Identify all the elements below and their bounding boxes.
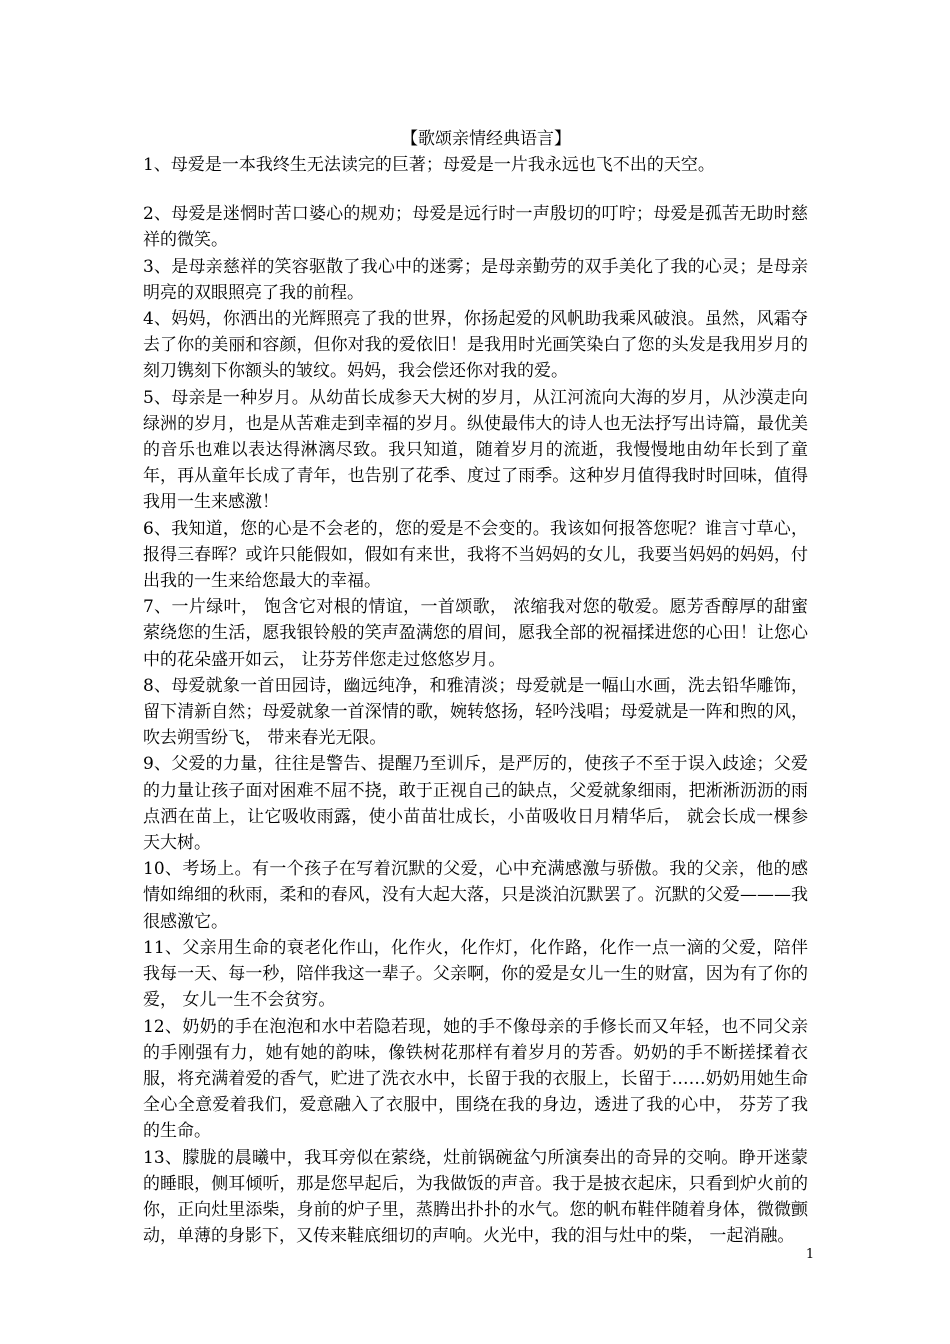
paragraph-11: 11、父亲用生命的衰老化作山，化作火，化作灯，化作路，化作一点一滴的父爱，陪伴我每一天、每一秒，陪伴我这一辈子。父亲啊，你的爱是女儿一生的财富，因为有了你的爱， 女儿一生不会贫穷。 bbox=[143, 937, 808, 1011]
document-title: 【歌颂亲情经典语言】 bbox=[401, 129, 571, 149]
paragraph-2: 2、母爱是迷惘时苦口婆心的规劝；母爱是远行时一声殷切的叮咛；母爱是孤苦无助时慈祥的微笑。 bbox=[143, 204, 808, 251]
paragraph-13: 13、朦胧的晨曦中，我耳旁似在萦绕，灶前锅碗盆勺所演奏出的奇异的交响。睁开迷蒙的睡眼，侧耳倾听，那是您早起后，为我做饭的声音。我于是披衣起床，只看到炉火前的你，正向灶里添柴，身前的炉子里，蒸腾出扑扑的水气。您的帆布鞋伴随着身体，微微颤动，单薄的身影下，又传来鞋底细切的声响。火光中，我的泪与灶中的柴， 一起消融。 bbox=[143, 1147, 808, 1247]
paragraph-12: 12、奶奶的手在泡泡和水中若隐若现，她的手不像母亲的手修长而又年轻，也不同父亲的手刚强有力，她有她的韵味，像铁树花那样有着岁月的芳香。奶奶的手不断搓揉着衣服，将充满着爱的香气，贮进了洗衣水中，长留于我的衣服上，长留于……奶奶用她生命全心全意爱着我们，爱意融入了衣服中，围绕在我的身边，透进了我的心中， 芬芳了我的生命。 bbox=[143, 1016, 808, 1142]
paragraph-4: 4、妈妈，你洒出的光辉照亮了我的世界，你扬起爱的风帆助我乘风破浪。虽然，风霜夺去了你的美丽和容颜，但你对我的爱依旧！是我用时光画笑染白了您的头发是我用岁月的刻刀镌刻下你额头的皱纹。妈妈，我会偿还你对我的爱。 bbox=[143, 309, 808, 382]
paragraph-5: 5、母亲是一种岁月。从幼苗长成参天大树的岁月，从江河流向大海的岁月，从沙漠走向绿洲的岁月，也是从苦难走到幸福的岁月。纵使最伟大的诗人也无法抒写出诗篇，最优美的音乐也难以表达得淋漓尽致。我只知道，随着岁月的流逝，我慢慢地由幼年长到了童年，再从童年长成了青年，也告别了花季、度过了雨季。这种岁月值得我时时回味，值得我用一生来感激！ bbox=[143, 387, 808, 513]
paragraph-10: 10、考场上。有一个孩子在写着沉默的父爱，心中充满感激与骄傲。我的父亲，他的感情如绵细的秋雨，柔和的春风，没有大起大落，只是淡泊沉默罢了。沉默的父爱———我很感激它。 bbox=[143, 859, 808, 932]
document-body bbox=[143, 152, 808, 1249]
paragraph-9: 9、父爱的力量，往往是警告、提醒乃至训斥，是严厉的，使孩子不至于误入歧途；父爱的力量让孩子面对困难不屈不挠，敢于正视自己的缺点，父爱就象细雨，把淅淅沥沥的雨点洒在苗上，让它吸收雨露，使小苗苗壮成长，小苗吸收日月精华后， 就会长成一棵参天大树。 bbox=[143, 754, 808, 854]
paragraph-7: 7、一片绿叶， 饱含它对根的情谊，一首颂歌， 浓缩我对您的敬爱。愿芳香醇厚的甜蜜萦绕您的生活，愿我银铃般的笑声盈满您的眉间，愿我全部的祝福揉进您的心田！让您心中的花朵盛开如云， 让芬芳伴您走过悠悠岁月。 bbox=[143, 597, 808, 670]
paragraph-1: 1、母爱是一本我终生无法读完的巨著；母爱是一片我永远也飞不出的天空。 bbox=[143, 155, 715, 175]
paragraph-8: 8、母爱就象一首田园诗，幽远纯净，和雅清淡；母爱就是一幅山水画，洗去铅华雕饰，留下清新自然；母爱就象一首深情的歌，婉转悠扬，轻吟浅唱；母爱就是一阵和煦的风， 吹去朔雪纷飞， 带来春光无限。 bbox=[143, 675, 808, 749]
page-number: 1 bbox=[805, 1247, 815, 1262]
paragraph-6: 6、我知道，您的心是不会老的，您的爱是不会变的。我该如何报答您呢？谁言寸草心，报得三春晖？或许只能假如，假如有来世，我将不当妈妈的女儿，我要当妈妈的妈妈，付出我的一生来给您最大的幸福。 bbox=[143, 518, 808, 592]
paragraph-3: 3、是母亲慈祥的笑容驱散了我心中的迷雾；是母亲勤劳的双手美化了我的心灵；是母亲明亮的双眼照亮了我的前程。 bbox=[143, 256, 808, 303]
